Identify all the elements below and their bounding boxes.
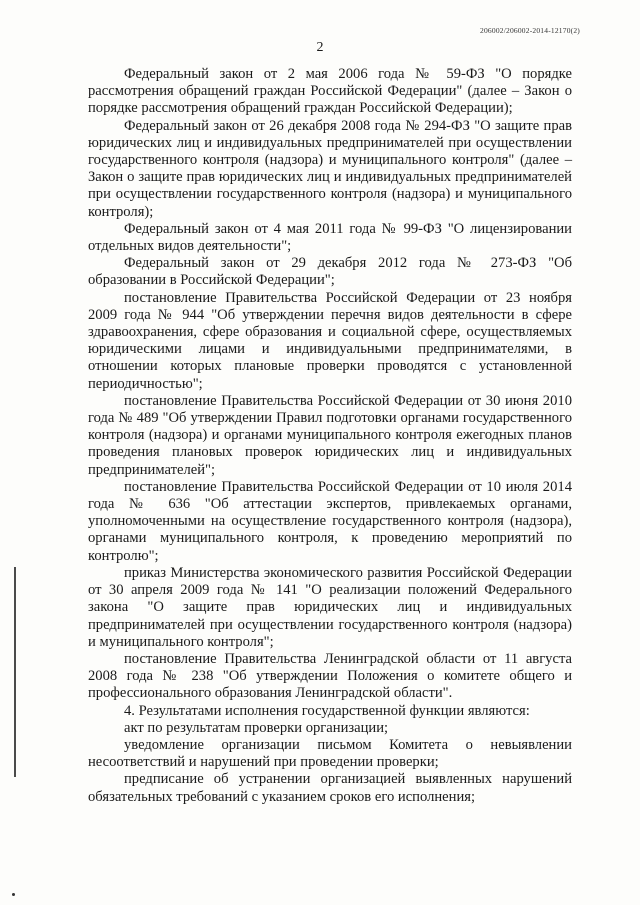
paragraph-resolution-489: постановление Правительства Российской Федерации от 30 июня 2010 года № 489 "Об утверждении Правил подготовки органами государственного контроля (надзора) и органами муниципального контроля ежегодных планов проведения плановых проверок юридических лиц и индивидуальных предпринимателей"; (88, 392, 572, 478)
paragraph-resolution-944: постановление Правительства Российской Федерации от 23 ноября 2009 года № 944 "Об утверждении перечня видов деятельности в сфере здравоохранения, сфере образования и социальной сфере, осуществляемых юридическими лицами и индивидуальными предпринимателями, в отношении которых плановые проверки проводятся с установленной периодичностью"; (88, 289, 572, 392)
paragraph-law-99fz: Федеральный закон от 4 мая 2011 года № 99-ФЗ "О лицензировании отдельных видов деятельности"; (88, 220, 572, 255)
paragraph-results-heading: 4. Результатами исполнения государственной функции являются: (124, 702, 530, 719)
paragraph-order-141: приказ Министерства экономического развития Российской Федерации от 30 апреля 2009 года № 141 "О реализации положений Федерального закона "О защите прав юридических лиц и индивидуальных предпринимателей при осуществлении государственного контроля (надзора) и муниципального контроля"; (88, 564, 572, 650)
document-id: 206002/206002-2014-12170(2) (480, 26, 580, 35)
paragraph-law-294fz: Федеральный закон от 26 декабря 2008 года № 294-ФЗ "О защите прав юридических лиц и индивидуальных предпринимателей при осуществлении государственного контроля (надзора) и муниципального контроля" (далее – Закон о защите прав юридических лиц и индивидуальных предпринимателей при осуществлении государственного контроля (надзора) и муниципального контроля); (88, 117, 572, 220)
paragraph-resolution-238: постановление Правительства Ленинградской области от 11 августа 2008 года № 238 "Об утверждении Положения о комитете общего и профессионального образования Ленинградской области". (88, 650, 572, 702)
paragraph-law-273fz: Федеральный закон от 29 декабря 2012 года № 273-ФЗ "Об образовании в Российской Федерации"; (88, 255, 572, 289)
paragraph-result-notification: уведомление организации письмом Комитета о невыявлении несоответствий и нарушений при проведении проверки; (88, 736, 572, 771)
paragraph-result-order: предписание об устранении организацией выявленных нарушений обязательных требований с указанием сроков его исполнения; (88, 771, 572, 805)
scan-margin-line (14, 567, 16, 777)
document-body (88, 66, 572, 806)
scan-artifact (12, 893, 15, 896)
page-number: 2 (316, 40, 324, 55)
paragraph-law-59fz: Федеральный закон от 2 мая 2006 года № 59-ФЗ "О порядке рассмотрения обращений граждан Российской Федерации" (далее – Закон о порядке рассмотрения обращений граждан Российской Федерации); (88, 66, 572, 117)
paragraph-resolution-636: постановление Правительства Российской Федерации от 10 июля 2014 года № 636 "Об аттестации экспертов, привлекаемых органами, уполномоченными на осуществление государственного контроля (надзора), органами муниципального контроля, к проведению мероприятий по контролю"; (88, 478, 572, 564)
paragraph-result-act: акт по результатам проверки организации; (124, 719, 389, 736)
